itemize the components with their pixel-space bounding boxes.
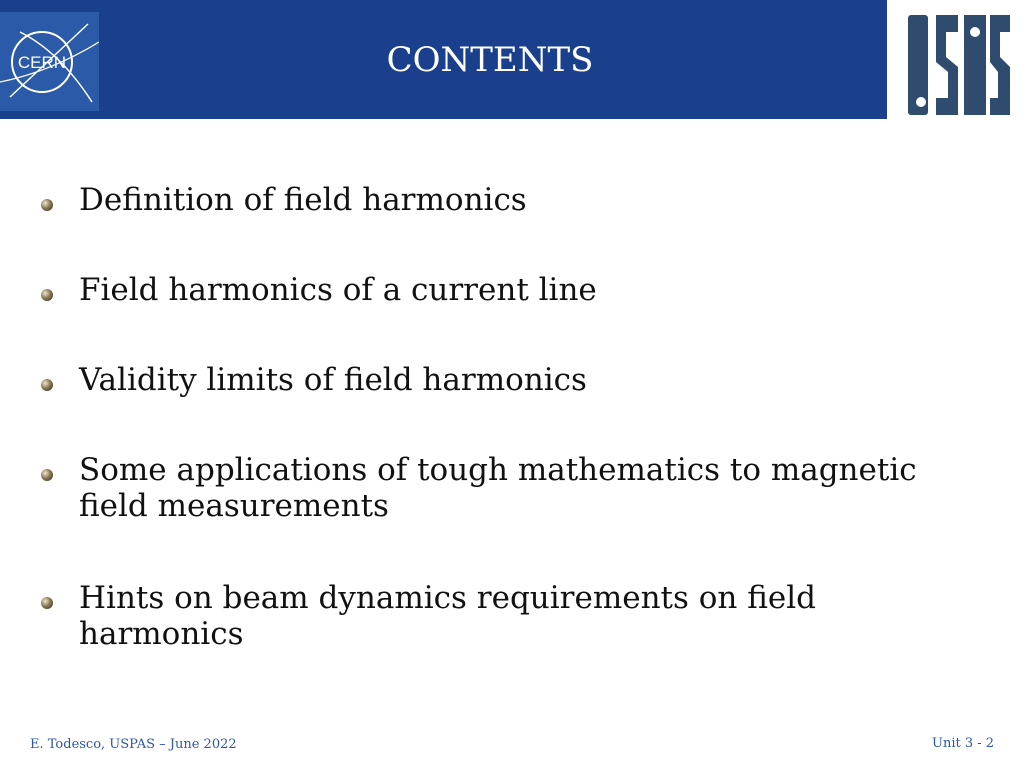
list-item-text: Field harmonics of a current line [79,272,597,308]
uspas-logo-icon [906,12,1012,118]
page-title: CONTENTS [386,40,594,80]
list-item-text: Some applications of tough mathematics to magnetic field measurements [79,452,917,524]
footer-author: E. Todesco, USPAS – June 2022 [30,737,237,752]
bullet-icon [41,379,53,391]
uspas-logo [906,12,1012,118]
cern-logo-text: CERN [17,53,67,72]
bullet-icon [41,199,53,211]
cern-logo [0,12,99,111]
list-item-text: Definition of field harmonics [79,182,527,218]
bullet-icon [41,469,53,481]
footer-page-number: Unit 3 - 2 [932,736,995,751]
bullet-icon [41,289,53,301]
bullet-icon [41,597,53,609]
list-item-text: Hints on beam dynamics requirements on field harmonics [79,580,817,652]
uspas-logo-text: USPAS [957,72,961,73]
list-item-text: Validity limits of field harmonics [79,362,587,398]
cern-logo-icon [0,12,99,111]
